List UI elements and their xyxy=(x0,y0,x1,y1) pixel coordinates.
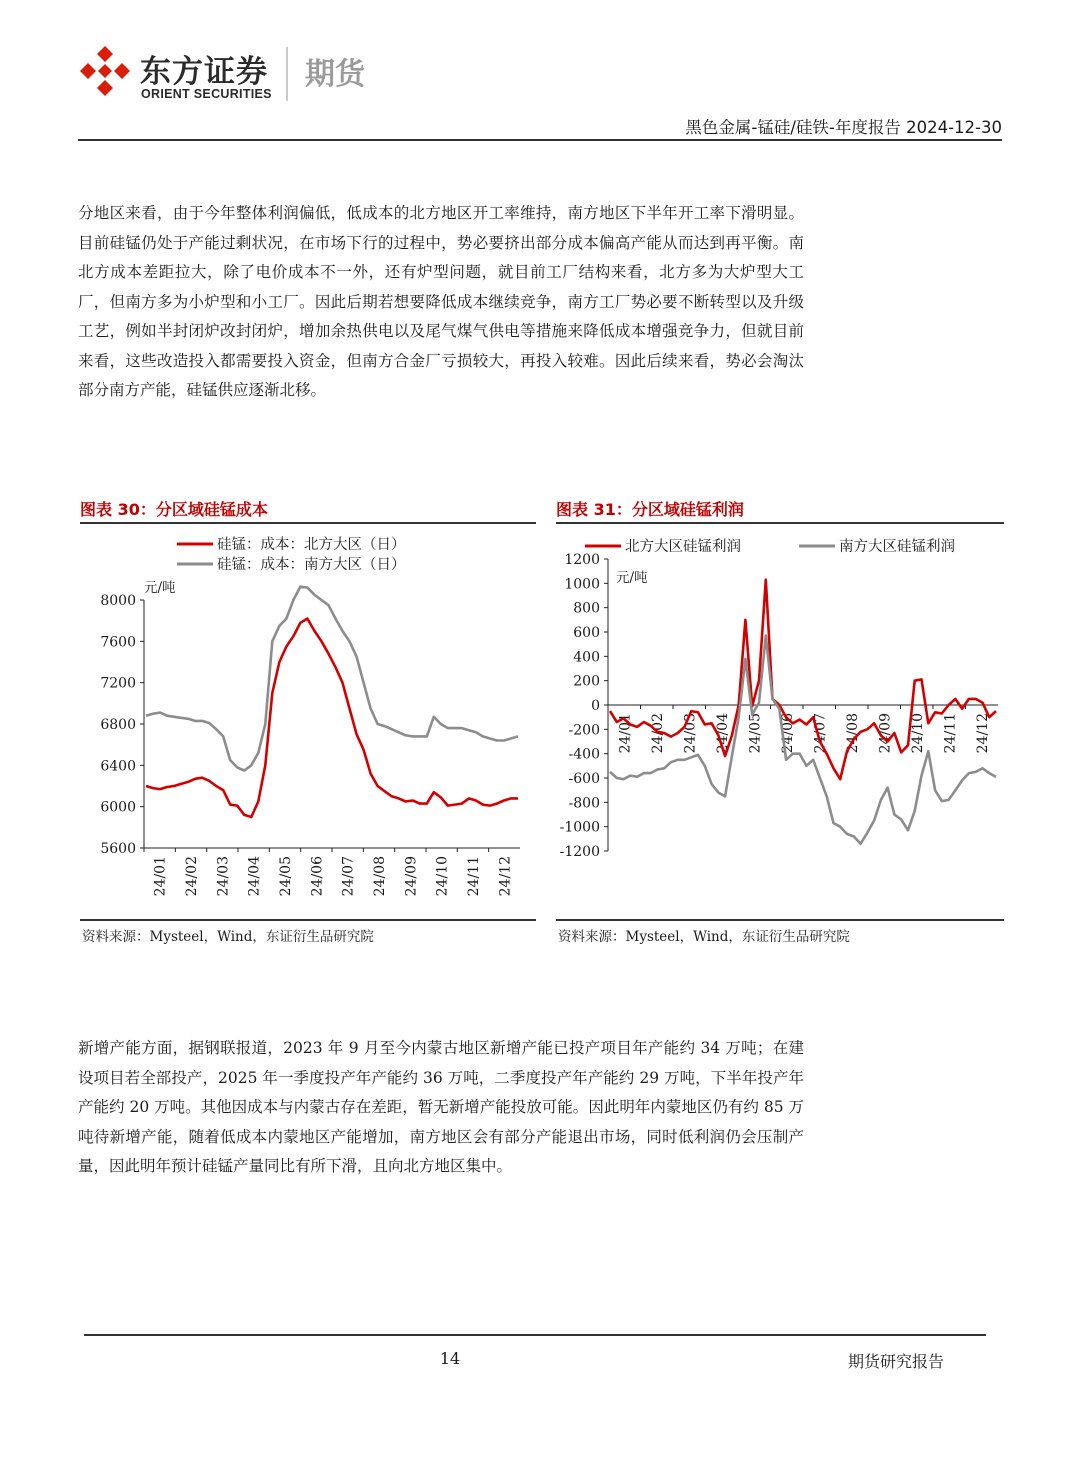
y-tick-label: 200 xyxy=(573,673,600,690)
y-tick-label: 800 xyxy=(573,600,600,617)
x-tick-label: 24/10 xyxy=(909,713,926,754)
series-line-1 xyxy=(610,580,996,780)
x-tick-label: 24/06 xyxy=(309,856,326,897)
figure-31-top-rule xyxy=(556,522,1004,524)
y-tick-label: 6800 xyxy=(100,717,136,733)
x-tick-label: 24/02 xyxy=(184,856,200,897)
footer-rule xyxy=(84,1334,986,1336)
y-tick-label: -1000 xyxy=(559,819,600,836)
y-tick-label: 6000 xyxy=(100,799,136,816)
legend-label: 硅锰：成本：北方大区（日） xyxy=(217,537,406,553)
legend-label: 南方大区硅锰利润 xyxy=(839,539,955,555)
legend-label: 硅锰：成本：南方大区（日） xyxy=(217,557,406,573)
x-tick-label: 24/05 xyxy=(278,856,294,897)
y-tick-label: 6400 xyxy=(100,758,136,775)
y-tick-label: 600 xyxy=(573,625,600,641)
x-tick-label: 24/01 xyxy=(152,856,169,897)
brand-name-en: ORIENT SECURITIES xyxy=(141,87,272,101)
x-tick-label: 24/07 xyxy=(812,713,829,754)
y-tick-label: 1200 xyxy=(564,552,600,568)
page-number: 14 xyxy=(439,1349,461,1368)
x-tick-label: 24/04 xyxy=(714,713,731,754)
x-tick-label: 24/06 xyxy=(779,713,796,754)
figure-31-source: 资料来源：Mysteel，Wind，东证衍生品研究院 xyxy=(558,929,850,945)
y-tick-label: -200 xyxy=(568,722,600,739)
x-tick-label: 24/07 xyxy=(340,856,357,897)
x-tick-label: 24/03 xyxy=(682,713,699,754)
y-tick-label: -400 xyxy=(568,746,600,763)
x-tick-label: 24/09 xyxy=(403,856,420,897)
footer-label: 期货研究报告 xyxy=(848,1352,945,1371)
y-tick-label: -1200 xyxy=(559,844,600,860)
chart-31-unit-label: 元/吨 xyxy=(616,570,648,586)
y-tick-label: -600 xyxy=(568,771,600,787)
x-tick-label: 24/11 xyxy=(942,713,959,754)
series-line-2 xyxy=(146,587,518,771)
figure-31-bottom-rule xyxy=(556,919,1004,921)
figure-30-top-rule xyxy=(80,522,536,524)
chart-30-unit-label: 元/吨 xyxy=(144,580,176,596)
x-tick-label: 24/04 xyxy=(246,856,263,897)
y-tick-label: 8000 xyxy=(100,593,136,609)
legend-label: 北方大区硅锰利润 xyxy=(625,539,741,555)
body-paragraph-2: 新增产能方面，据钢联报道，2023 年 9 月至今内蒙古地区新增产能已投产项目年产能约 34 万吨；在建设项目若全部投产，2025 年一季度投产年产能约 36 万吨，二季度投产年产能约 29 万吨，下半年投产年产能约 20 万吨。其他因成本与内蒙古存在差距，暂无新增产能投放可能。因此明年内蒙地区仍有约 85 万吨待新增产能，随着低成本内蒙地区产能增加，南方地区会有部分产能退出市场，同时低利润仍会压制产量，因此明年预计硅锰产量同比有所下滑，且向北方地区集中。 xyxy=(78,1039,804,1175)
x-tick-label: 24/05 xyxy=(747,713,764,754)
y-tick-label: 0 xyxy=(591,698,600,714)
figure-30-bottom-rule xyxy=(80,919,536,921)
x-tick-label: 24/11 xyxy=(466,856,482,897)
y-tick-label: 7600 xyxy=(100,634,136,651)
body-paragraph-1: 分地区来看，由于今年整体利润偏低，低成本的北方地区开工率维持，南方地区下半年开工率下滑明显。目前硅锰仍处于产能过剩状况，在市场下行的过程中，势必要挤出部分成本偏高产能从而达到再平衡。南北方成本差距拉大，除了电价成本不一外，还有炉型问题，就目前工厂结构来看，北方多为大炉型大工厂，但南方多为小炉型和小工厂。因此后期若想要降低成本继续竞争，南方工厂势必要不断转型以及升级工艺，例如半封闭炉改封闭炉，增加余热供电以及尾气煤气供电等措施来降低成本增强竞争力，但就目前来看，这些改造投入都需要投入资金，但南方合金厂亏损较大，再投入较难。因此后续来看，势必会淘汰部分南方产能，硅锰供应逐渐北移。 xyxy=(78,204,804,399)
chart-30-regional-cost xyxy=(80,528,536,916)
brand-subtitle: 期货 xyxy=(305,57,365,92)
x-tick-label: 24/12 xyxy=(974,713,991,754)
x-tick-label: 24/02 xyxy=(649,713,666,754)
y-tick-label: 1000 xyxy=(564,576,600,593)
brand-divider xyxy=(286,47,288,101)
header-rule xyxy=(78,139,1002,141)
y-tick-label: -800 xyxy=(568,795,600,812)
figure-30-title: 图表 30：分区域硅锰成本 xyxy=(80,500,268,519)
x-tick-label: 24/08 xyxy=(844,713,861,754)
y-tick-label: 7200 xyxy=(100,675,136,692)
figure-30-source: 资料来源：Mysteel，Wind，东证衍生品研究院 xyxy=(82,929,374,945)
x-tick-label: 24/08 xyxy=(372,856,388,897)
y-tick-label: 5600 xyxy=(100,841,136,857)
series-line-2 xyxy=(610,636,996,844)
brand-name-cn: 东方证券 xyxy=(140,54,268,90)
x-tick-label: 24/01 xyxy=(617,713,634,754)
series-line-1 xyxy=(146,619,518,817)
x-tick-label: 24/12 xyxy=(497,856,514,897)
x-tick-label: 24/03 xyxy=(215,856,232,897)
chart-31-legend xyxy=(585,538,955,555)
report-title: 黑色金属-锰硅/硅铁-年度报告 2024-12-30 xyxy=(685,118,1002,137)
chart-31-regional-profit xyxy=(556,528,1004,916)
x-tick-label: 24/10 xyxy=(434,856,451,897)
orient-securities-logo-icon xyxy=(78,44,132,98)
chart-30-legend xyxy=(177,536,406,573)
y-tick-label: 400 xyxy=(573,649,600,666)
x-tick-label: 24/09 xyxy=(877,713,894,754)
figure-31-title: 图表 31：分区域硅锰利润 xyxy=(556,500,744,519)
